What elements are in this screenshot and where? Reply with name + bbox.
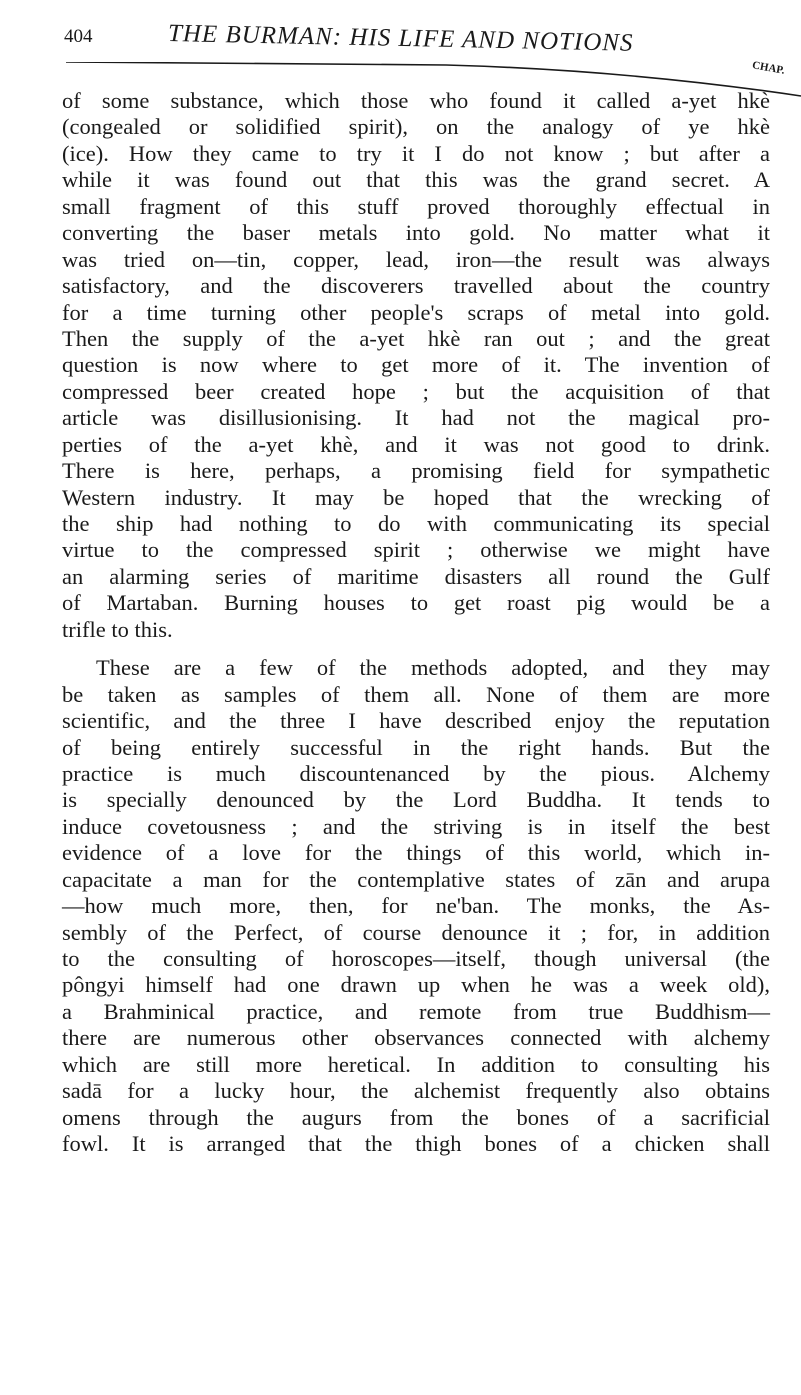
text-line: of being entirely successful in the right hands. But the <box>62 734 770 760</box>
text-line: there are numerous other observances connected with alchemy <box>62 1025 770 1051</box>
text-line: —how much more, then, for ne'ban. The monks, the As- <box>62 893 770 919</box>
text-line: practice is much discountenanced by the pious. Alchemy <box>62 760 770 786</box>
text-line: Then the supply of the a-yet hkè ran out ; and the great <box>62 325 770 351</box>
text-line: fowl. It is arranged that the thigh bones of a chicken shall <box>62 1131 770 1157</box>
text-line: omens through the augurs from the bones of a sacrificial <box>62 1104 770 1130</box>
text-line: Western industry. It may be hoped that the wrecking of <box>62 484 770 510</box>
text-line: the ship had nothing to do with communicating its special <box>62 511 770 536</box>
text-line: scientific, and the three I have described enjoy the reputation <box>62 708 770 734</box>
text-line: capacitate a man for the contemplative states of zān and arupa <box>62 866 770 892</box>
text-line: for a time turning other people's scraps of metal into gold. <box>62 299 770 325</box>
text-line: article was disillusionising. It had not the magical pro- <box>62 405 770 431</box>
text-line: perties of the a-yet khè, and it was not good to drink. <box>62 431 770 457</box>
text-line: of some substance, which those who found it called a-yet hkè <box>62 88 770 113</box>
running-head <box>64 20 764 60</box>
text-line: sadā for a lucky hour, the alchemist frequently also obtains <box>62 1078 770 1104</box>
text-line: evidence of a love for the things of this world, which in- <box>62 840 770 866</box>
paragraph <box>62 655 770 1157</box>
text-line: converting the baser metals into gold. No matter what it <box>62 220 770 246</box>
text-line: small fragment of this stuff proved thoroughly effectual in <box>62 193 770 219</box>
text-line: an alarming series of maritime disasters all round the Gulf <box>62 563 770 589</box>
text-line: (ice). How they came to try it I do not know ; but after a <box>62 140 770 166</box>
text-line: of Martaban. Burning houses to get roast pig would be a <box>62 590 770 616</box>
body-text <box>62 88 770 1158</box>
text-line: (congealed or solidified spirit), on the analogy of ye hkè <box>62 114 770 140</box>
text-line: induce covetousness ; and the striving is in itself the best <box>62 813 770 839</box>
text-line: virtue to the compressed spirit ; otherwise we might have <box>62 537 770 563</box>
text-line: compressed beer created hope ; but the acquisition of that <box>62 378 770 404</box>
text-line: a Brahminical practice, and remote from true Buddhism— <box>62 998 770 1024</box>
text-line: which are still more heretical. In addition to consulting his <box>62 1051 770 1077</box>
paragraph-gap <box>62 643 770 655</box>
text-line: satisfactory, and the discoverers travelled about the country <box>62 273 770 299</box>
running-title: THE BURMAN: HIS LIFE AND NOTIONS <box>167 20 634 57</box>
text-line: question is now where to get more of it. The invention of <box>62 352 770 378</box>
text-line: while it was found out that this was the grand secret. A <box>62 167 770 193</box>
text-line: pôngyi himself had one drawn up when he was a week old), <box>62 972 770 998</box>
text-line: to the consulting of horoscopes—itself, though universal (the <box>62 946 770 971</box>
text-line: was tried on—tin, copper, lead, iron—the result was always <box>62 246 770 272</box>
paragraph <box>62 88 770 643</box>
chapter-label: CHAP. <box>751 59 786 77</box>
text-line: be taken as samples of them all. None of them are more <box>62 681 770 707</box>
page-number: 404 <box>64 26 93 47</box>
text-line: sembly of the Perfect, of course denounce it ; for, in addition <box>62 919 770 945</box>
text-line: trifle to this. <box>62 616 173 642</box>
text-line: These are a few of the methods adopted, and they may <box>96 655 770 681</box>
text-line: is specially denounced by the Lord Buddha. It tends to <box>62 787 770 813</box>
text-line: There is here, perhaps, a promising field for sympathetic <box>62 458 770 484</box>
